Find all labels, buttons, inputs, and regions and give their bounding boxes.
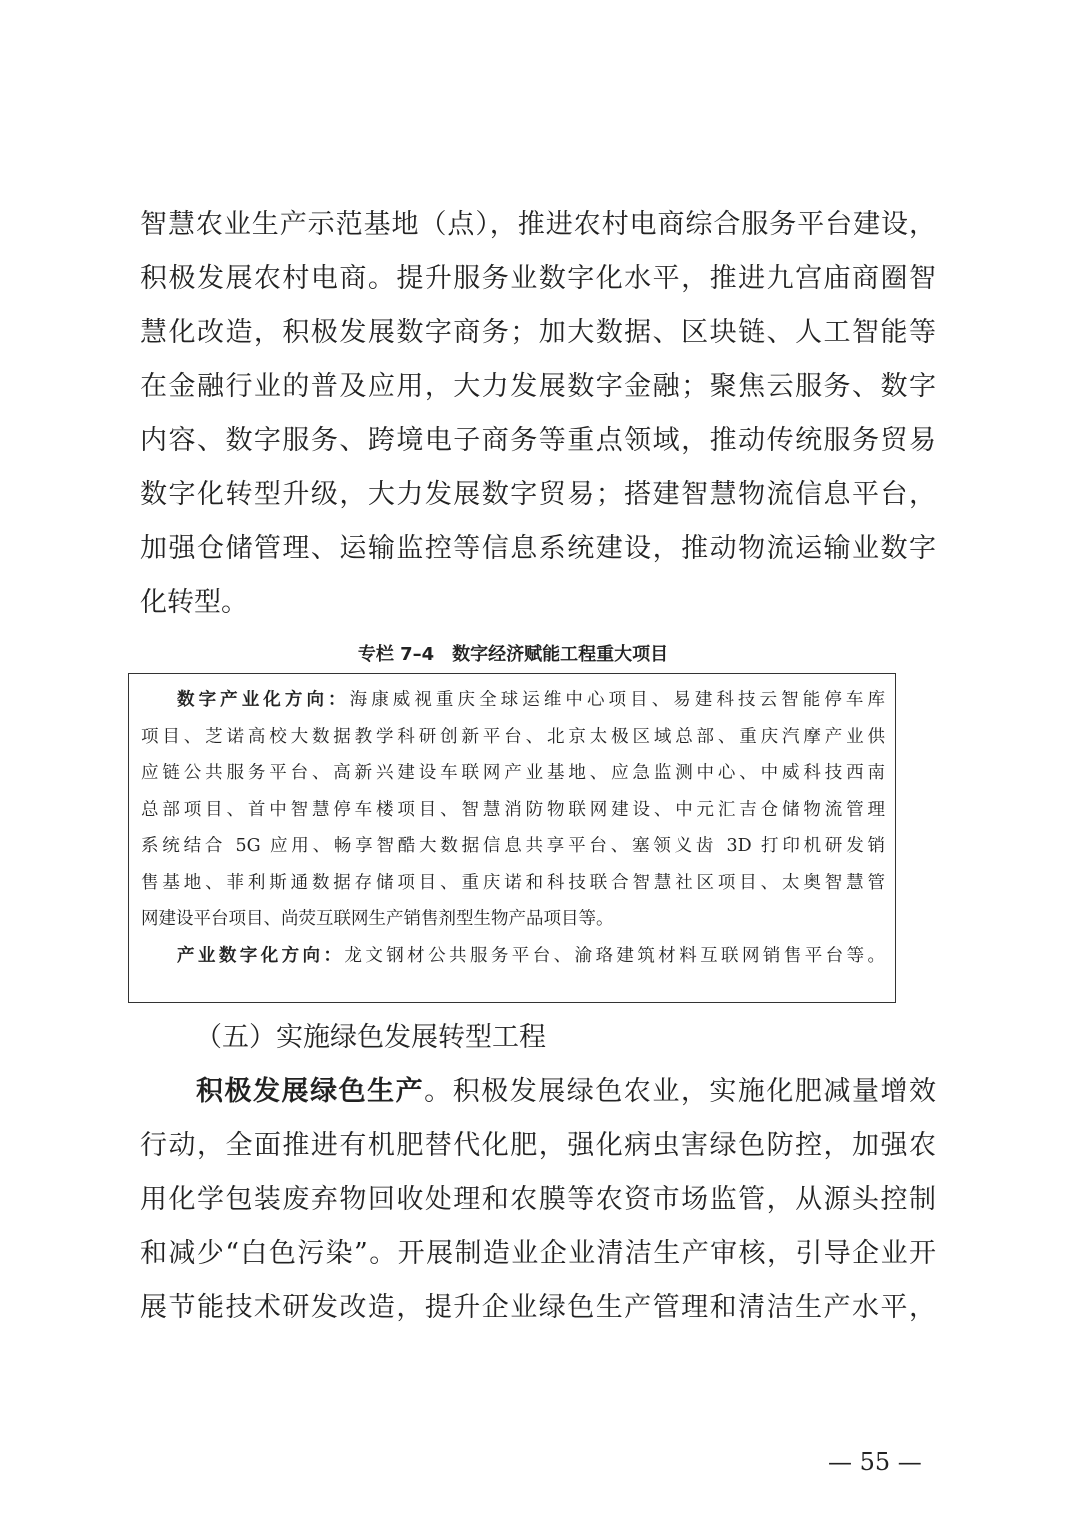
text-line: 加强仓储管理、运输监控等信息系统建设，推动物流运输业数字 xyxy=(140,533,936,564)
text-line: 用化学包装废弃物回收处理和农膜等农资市场监管，从源头控制 xyxy=(140,1184,936,1215)
lead-phrase: 积极发展绿色生产 xyxy=(196,1076,425,1107)
box-label: 数字产业化方向： xyxy=(177,690,350,710)
box-line: 售基地、菲利斯通数据存储项目、重庆诺和科技联合智慧社区项目、太奥智慧管 xyxy=(141,872,885,893)
paragraph-green-production xyxy=(140,1065,936,1335)
page-number: — 55 — xyxy=(828,1448,922,1476)
box-line: 项目、芝诺高校大数据教学科研创新平台、北京太极区域总部、重庆汽摩产业供 xyxy=(141,726,885,747)
text-line: 积极发展农村电商。提升服务业数字化水平，推进九宫庙商圈智 xyxy=(140,263,936,294)
text-line: 在金融行业的普及应用，大力发展数字金融；聚焦云服务、数字 xyxy=(140,371,936,402)
text-line: 内容、数字服务、跨境电子商务等重点领域，推动传统服务贸易 xyxy=(140,425,936,456)
box-line xyxy=(141,938,885,975)
text: 。积极发展绿色农业，实施化肥减量增效 xyxy=(424,1076,937,1107)
text-line: 慧化改造，积极发展数字商务；加大数据、区块链、人工智能等 xyxy=(140,317,936,348)
text-line: 行动，全面推进有机肥替代化肥，强化病虫害绿色防控，加强农 xyxy=(140,1130,936,1161)
section-heading: （五）实施绿色发展转型工程 xyxy=(195,1022,546,1053)
text-line xyxy=(140,1065,936,1119)
text-line: 数字化转型升级，大力发展数字贸易；搭建智慧物流信息平台， xyxy=(140,479,936,510)
project-box xyxy=(128,673,896,1003)
text-line: 智慧农业生产示范基地（点），推进农村电商综合服务平台建设， xyxy=(140,209,936,240)
box-line xyxy=(141,682,885,719)
box-caption: 专栏 7–4 数字经济赋能工程重大项目 xyxy=(357,644,669,665)
box-line: 应链公共服务平台、高新兴建设车联网产业基地、应急监测中心、中威科技西南 xyxy=(141,763,885,783)
box-line: 系统结合 5G 应用、畅享智酷大数据信息共享平台、塞领义齿 3D 打印机研发销 xyxy=(141,836,885,856)
text-line: 化转型。 xyxy=(140,587,248,618)
box-text: 海康威视重庆全球运维中心项目、易建科技云智能停车库 xyxy=(349,690,885,710)
text-line: 展节能技术研发改造，提升企业绿色生产管理和清洁生产水平， xyxy=(140,1292,936,1323)
box-line: 总部项目、首中智慧停车楼项目、智慧消防物联网建设、中元汇吉仓储物流管理 xyxy=(141,799,885,820)
box-text: 龙文钢材公共服务平台、渝珞建筑材料互联网销售平台等。 xyxy=(344,945,886,966)
text-line: 和减少“白色污染”。开展制造业企业清洁生产审核，引导企业开 xyxy=(140,1238,936,1269)
box-label: 产业数字化方向： xyxy=(177,945,345,966)
box-line: 网建设平台项目、尚荧互联网生产销售剂型生物产品项目等。 xyxy=(141,909,614,929)
paragraph-digital-services xyxy=(140,198,936,630)
